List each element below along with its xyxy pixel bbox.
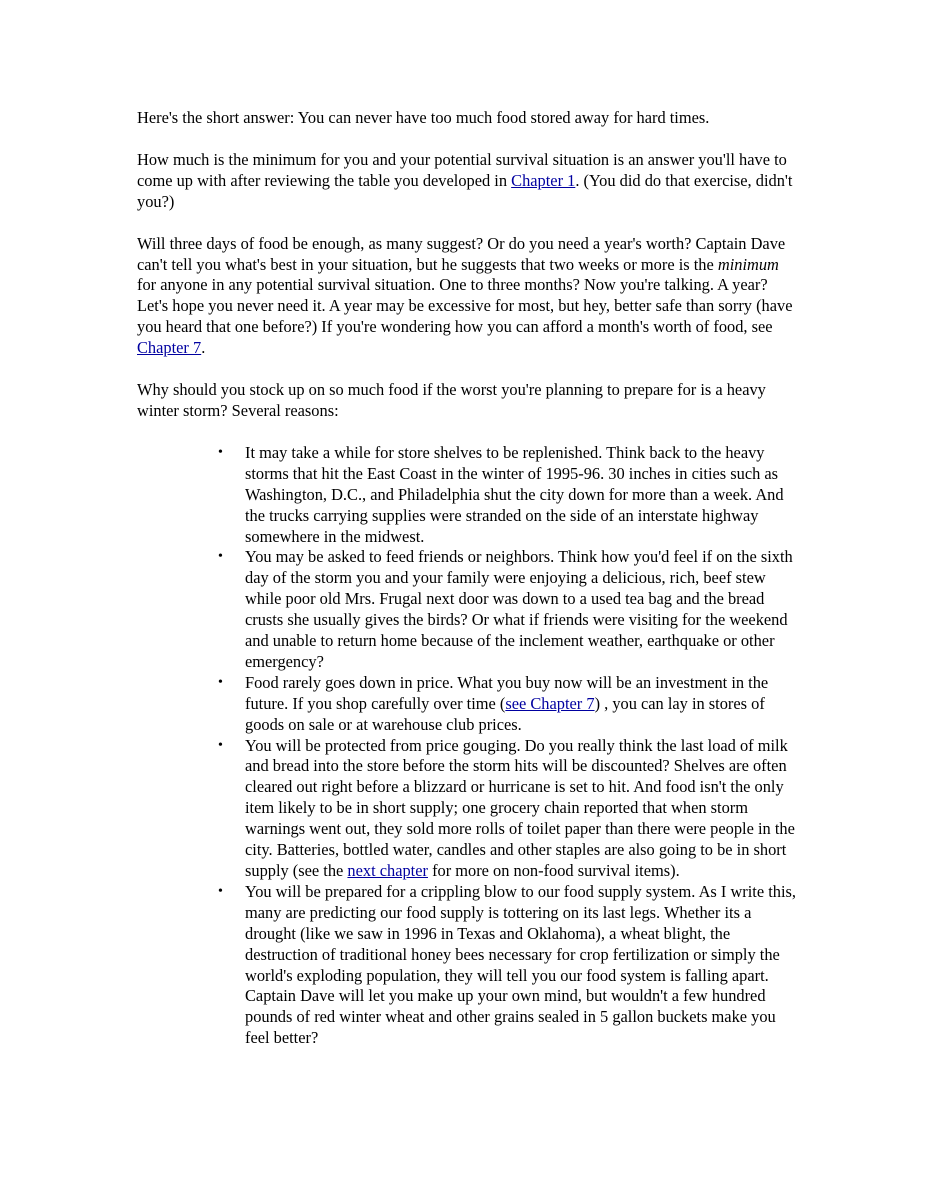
list-item-text: Food rarely goes down in price. What you buy now will be an investment in the future. If you shop carefully over time (: [245, 672, 769, 713]
bullet-icon: •: [218, 674, 223, 690]
document-page: [137, 108, 797, 1049]
paragraph-text: .: [201, 338, 206, 358]
list-item-text: You may be asked to feed friends or neighbors. Think how you'd feel if on the sixth day of the storm you and your family were enjoying a delicious, rich, beef stew while poor old Mrs. Frugal next door was down to a used tea bag and the bread crusts she usually gives the birds? Or what if friends were visiting for the weekend and unable to return home because of the inclement weather, earthquake or other emergency?: [245, 547, 793, 671]
list-item-text: You will be protected from price gouging. Do you really think the last load of milk and bread into the store before the storm hits will be discounted? Shelves are often cleared out right before a blizzard or hurricane is set to hit. And food isn't the only item likely to be in short supply; one grocery chain reported that when storm warnings went out, they sold more rolls of toilet paper than there were people in the city. Batteries, bottled water, candles and other staples are also going to be in short supply (see the: [245, 735, 795, 880]
list-item: [218, 735, 797, 882]
list-item-text: It may take a while for store shelves to be replenished. Think back to the heavy storms that hit the East Coast in the winter of 1995-96. 30 inches in cities such as Washington, D.C., and Philadelphia shut the city down for more than a week. And the trucks carrying supplies were stranded on the side of an interstate highway somewhere in the midwest.: [245, 442, 784, 546]
chapter-1-link[interactable]: Chapter 1: [511, 170, 576, 190]
paragraph-text: How much is the minimum for you and your potential survival situation is an answer you'll have to come up with after reviewing the table you developed in: [137, 149, 787, 190]
paragraph-text: Will three days of food be enough, as many suggest? Or do you need a year's worth? Captain Dave can't tell you what's best in your situation, but he suggests that two weeks or more is the: [137, 233, 786, 274]
list-item: [218, 547, 797, 672]
next-chapter-link[interactable]: next chapter: [347, 861, 428, 880]
bullet-icon: •: [218, 883, 223, 899]
paragraph-how-many-days: [137, 234, 797, 359]
paragraph-text: . (You did do that exercise, didn't you?): [137, 170, 793, 211]
bullet-icon: •: [218, 444, 223, 460]
paragraph-why-stock-up: [137, 380, 797, 422]
bullet-icon: •: [218, 737, 223, 753]
paragraph-minimum-amount: [137, 150, 797, 213]
list-item-text: for more on non-food survival items).: [427, 861, 680, 880]
paragraph-text: for anyone in any potential survival situation. One to three months? Now you're talking. A year? Let's hope you never need it. A year may be excessive for most, but hey, better safe than sorry (have you heard that one before?) If you're wondering how you can afford a month's worth of food, see: [137, 275, 793, 337]
list-item-text: You will be prepared for a crippling blow to our food supply system. As I write this, many are predicting our food supply is tottering on its last legs. Whether its a drought (like we saw in 1996 in Texas and Oklahoma), a wheat blight, the destruction of traditional honey bees necessary for crop fertilization or simply the world's exploding population, they will tell you our food system is falling apart. Captain Dave will let you make up your own mind, but wouldn't a few hundred pounds of red winter wheat and other grains sealed in 5 gallon buckets make you feel better?: [245, 881, 796, 1048]
chapter-7-link[interactable]: Chapter 7: [137, 338, 202, 358]
bullet-icon: •: [218, 549, 223, 565]
list-item: [218, 881, 797, 1049]
see-chapter-7-link[interactable]: see Chapter 7: [505, 693, 595, 713]
list-item: [218, 672, 797, 736]
list-item-text: ) , you can lay in stores of goods on sale or at warehouse club prices.: [245, 693, 765, 734]
paragraph-text: Here's the short answer: You can never have too much food stored away for hard times.: [137, 108, 710, 127]
paragraph-short-answer: [137, 108, 797, 129]
list-item: [218, 442, 797, 548]
paragraph-text: Why should you stock up on so much food if the worst you're planning to prepare for is a heavy winter storm? Several reasons:: [137, 380, 766, 420]
emphasis-minimum: minimum: [717, 254, 779, 274]
reasons-list: [137, 443, 797, 1049]
